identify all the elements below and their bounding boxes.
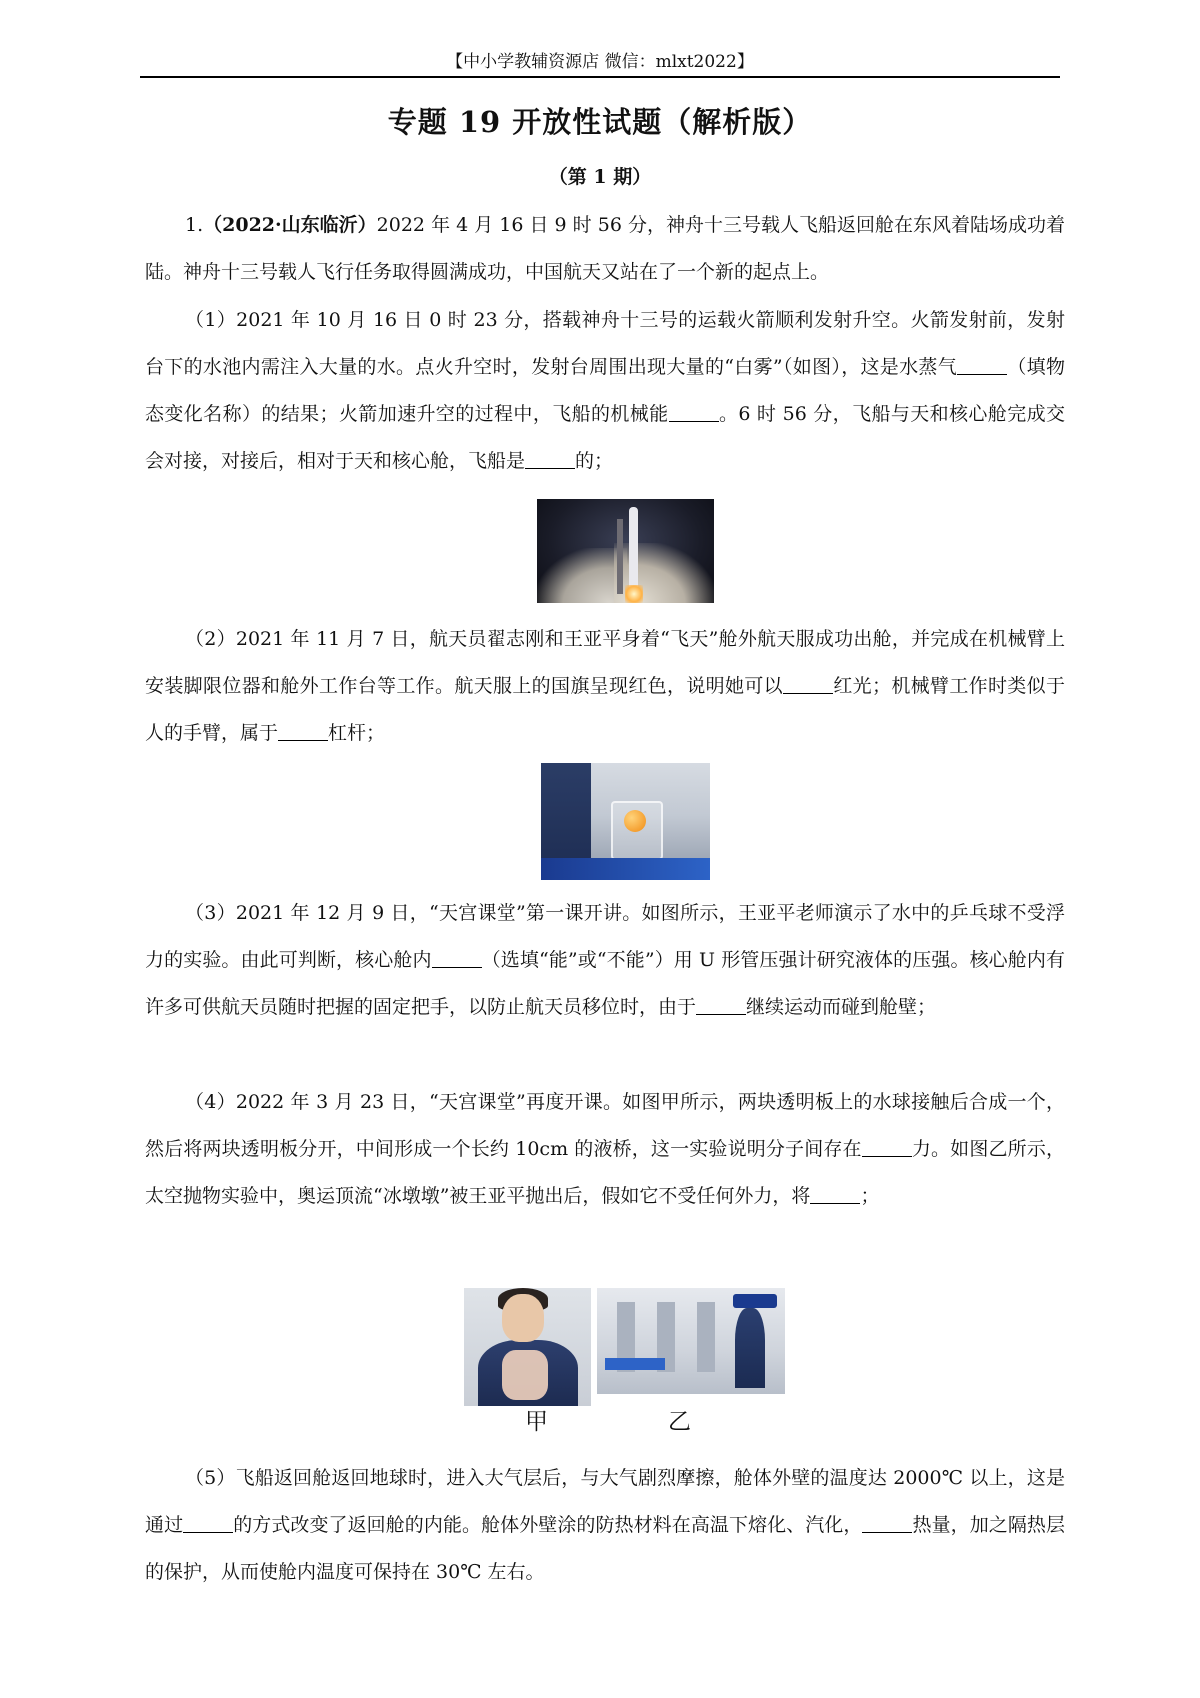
rocket-launch-photo <box>537 499 714 603</box>
answer-blank <box>525 450 575 469</box>
figure-label-jia: 甲 <box>525 1409 548 1435</box>
question-part-3: （3）2021 年 12 月 9 日，“天宫课堂”第一课开讲。如图所示，王亚平老师演示了水中的乒乓球不受浮力的实验。由此可判断，核心舱内 （选填“能”或“不能”）用 U 形管压强计研究液体的压强。核心舱内有许多可供航天员随时把握的固定把手，以防止航天员移位时，由于 继续运动而碰到舱壁； <box>145 902 1065 1018</box>
figure-yi-throwing-photo <box>597 1288 785 1394</box>
figure-label-yi: 乙 <box>668 1409 691 1435</box>
answer-blank <box>810 1185 860 1204</box>
answer-blank <box>183 1514 233 1533</box>
answer-blank <box>432 949 482 968</box>
question-part-2: （2）2021 年 11 月 7 日，航天员翟志刚和王亚平身着“飞天”舱外航天服成功出舱，并完成在机械臂上安装脚限位器和舱外工作台等工作。航天服上的国旗呈现红色，说明她可以 红光；机械臂工作时类似于人的手臂，属于 杠杆； <box>145 628 1065 744</box>
question-part-1: （1）2021 年 10 月 16 日 0 时 23 分，搭载神舟十三号的运载火箭顺利发射升空。火箭发射前，发射台下的水池内需注入大量的水。点火升空时，发射台周围出现大量的“白雾”（如图），这是水蒸气 （填物态变化名称）的结果；火箭加速升空的过程中，飞船的机械能 。6 时 56 分，飞船与天和核心舱完成交会对接，对接后，相对于天和核心舱，飞船是 的； <box>145 309 1065 472</box>
answer-blank <box>862 1514 912 1533</box>
answer-blank <box>696 996 746 1015</box>
question-intro-text: 2022 年 4 月 16 日 9 时 56 分，神舟十三号载人飞船返回舱在东风着陆场成功着陆。神舟十三号载人飞行任务取得圆满成功，中国航天又站在了一个新的起点上。 <box>145 214 1066 283</box>
question-number: 1. <box>185 214 204 236</box>
question-part-4: （4）2022 年 3 月 23 日，“天宫课堂”再度开课。如图甲所示，两块透明板上的水球接触后合成一个，然后将两块透明板分开，中间形成一个长约 10cm 的液桥，这一实验说明分子间存在 力。如图乙所示，太空抛物实验中，奥运顶流“冰墩墩”被王亚平抛出后，假如它不受任何外力，将 ； <box>145 1091 1065 1207</box>
pingpong-in-water-photo <box>541 763 710 880</box>
question-source: （2022·山东临沂） <box>203 214 377 236</box>
figure-jia-liquid-bridge-photo <box>464 1288 591 1406</box>
document-subtitle: （第 1 期） <box>548 166 652 188</box>
answer-blank <box>957 356 1007 375</box>
answer-blank <box>862 1138 912 1157</box>
header-rule <box>140 76 1060 78</box>
question-intro <box>145 202 1065 296</box>
answer-blank <box>669 403 719 422</box>
document-title: 专题 19 开放性试题（解析版） <box>387 105 813 139</box>
page-header: 【中小学教辅资源店 微信：mlxt2022】 <box>446 52 754 72</box>
answer-blank <box>783 675 833 694</box>
answer-blank <box>278 722 328 741</box>
question-part-5: （5）飞船返回舱返回地球时，进入大气层后，与大气剧烈摩擦，舱体外壁的温度达 2000℃ 以上，这是通过 的方式改变了返回舱的内能。舱体外壁涂的防热材料在高温下熔化、汽化， 热量，加之隔热层的保护，从而使舱内温度可保持在 30℃ 左右。 <box>145 1467 1065 1583</box>
